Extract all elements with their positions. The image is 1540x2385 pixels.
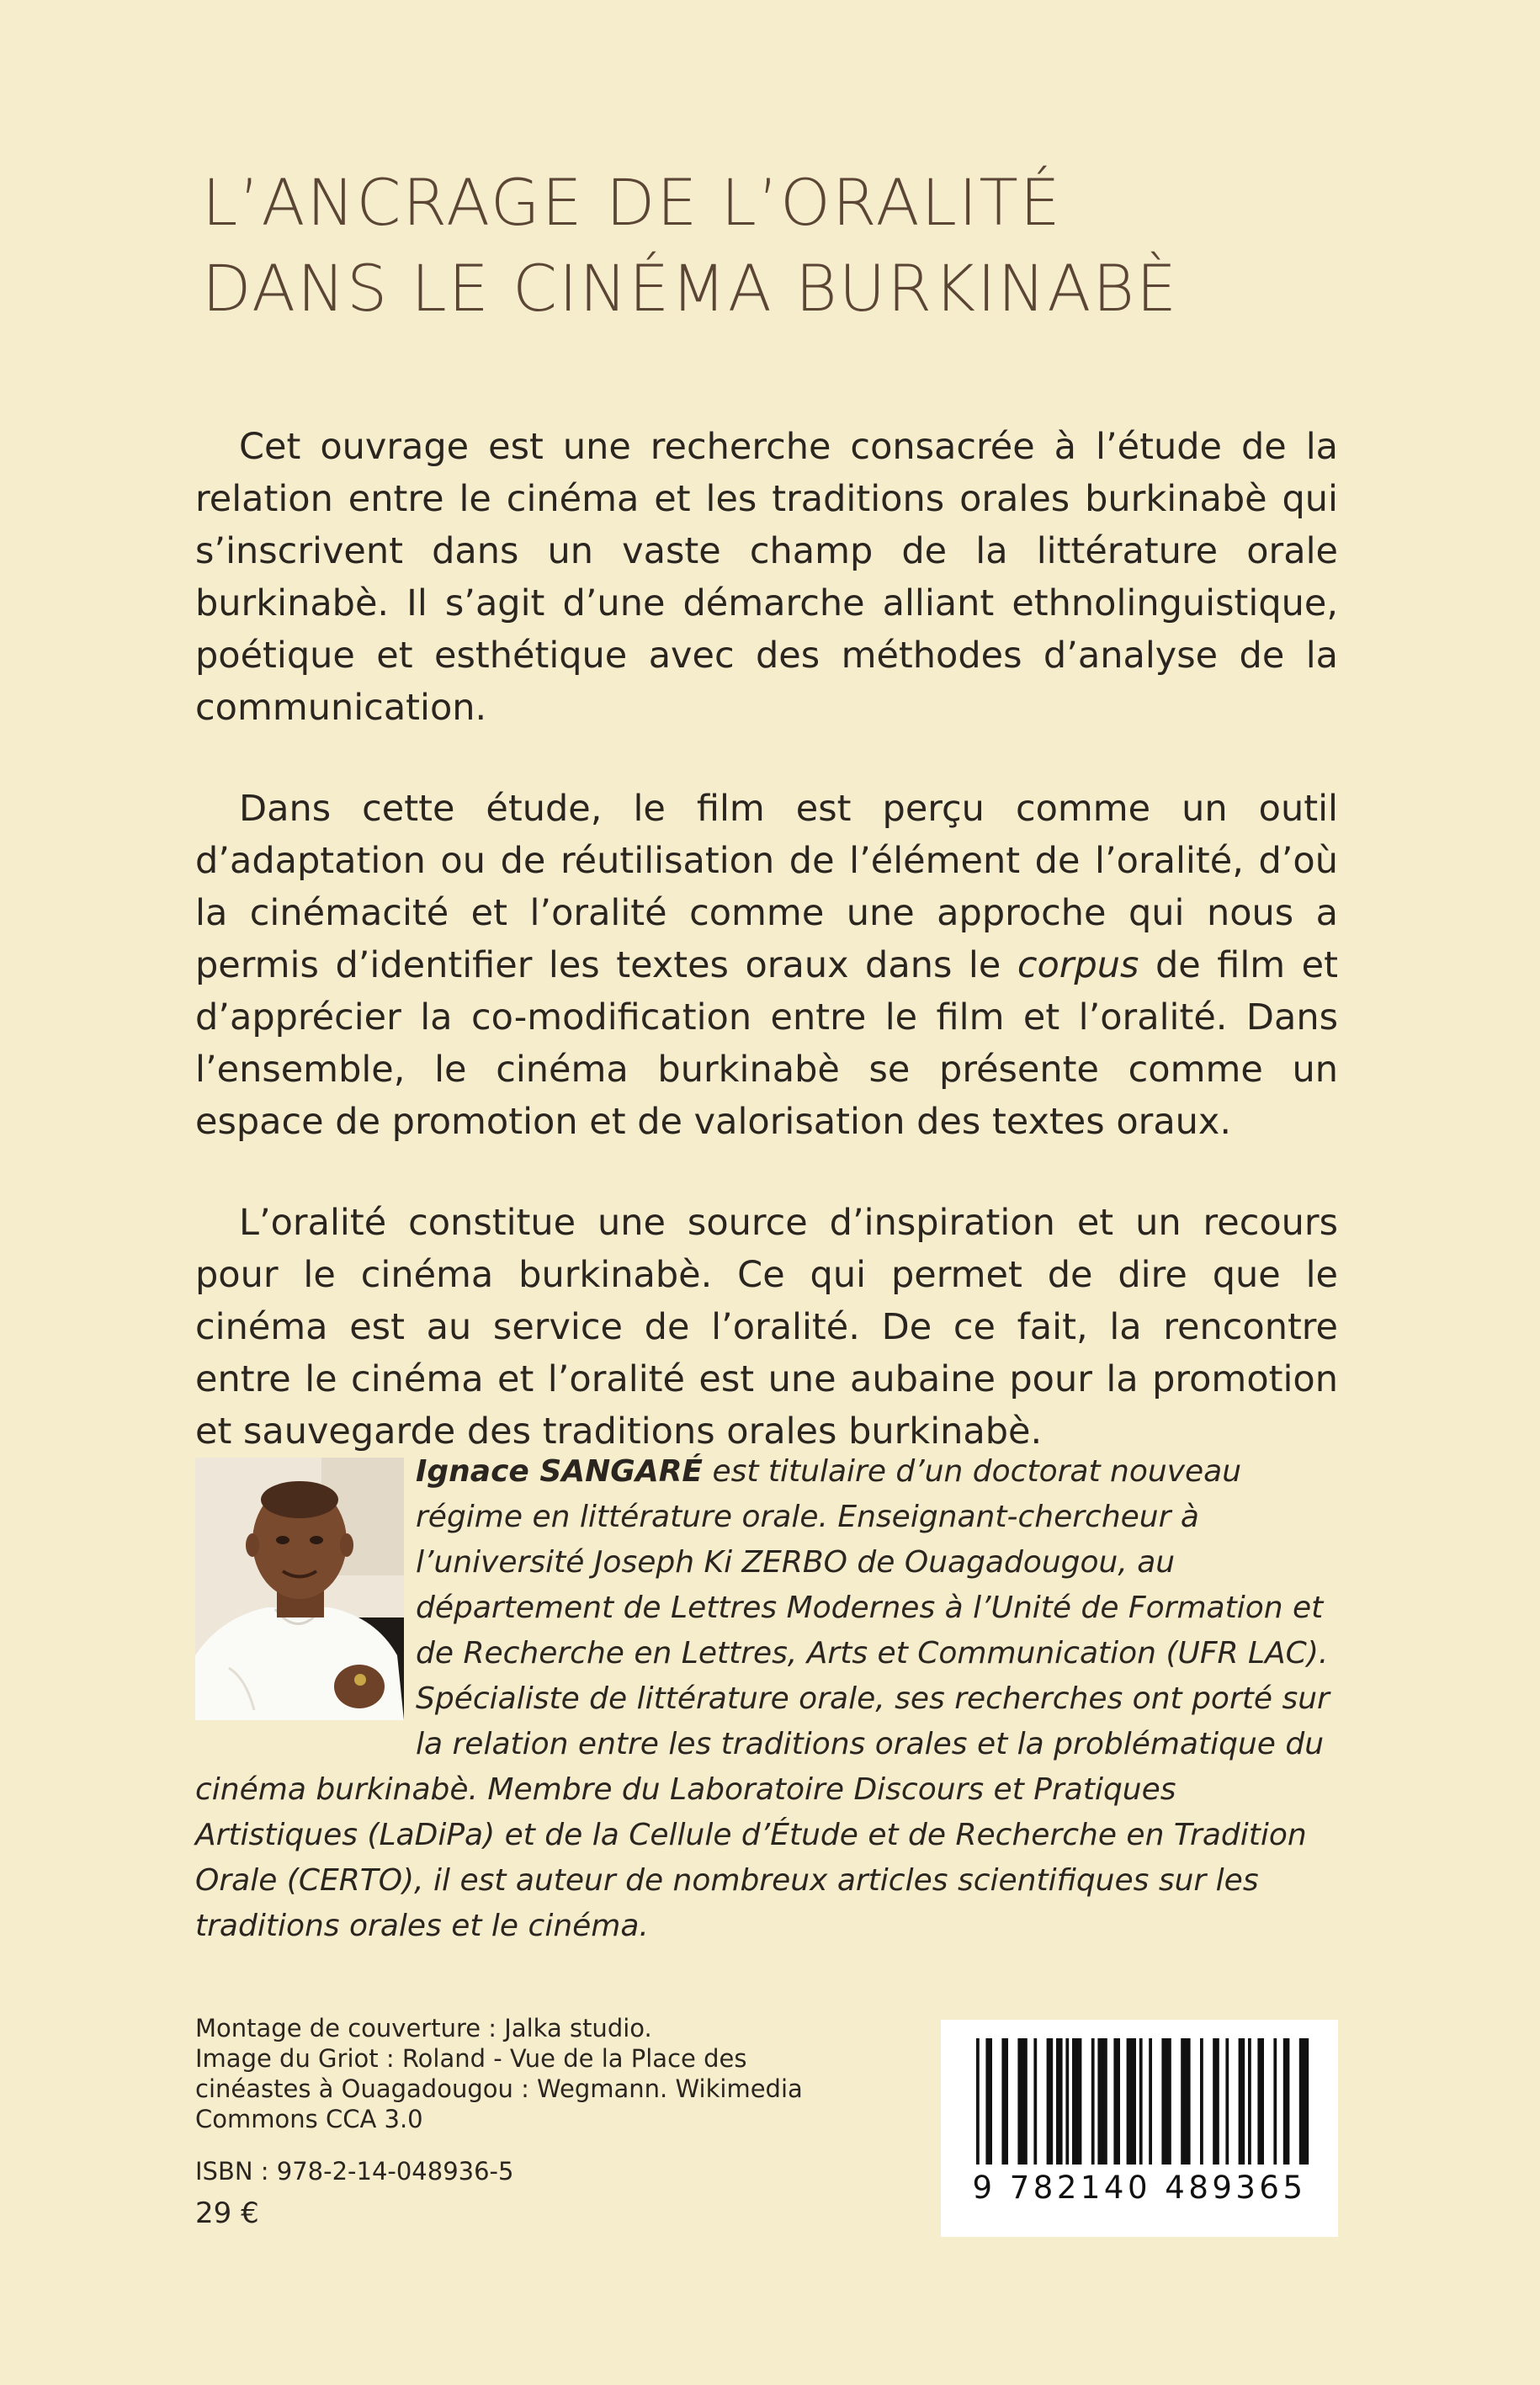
barcode-bar [1033,2038,1037,2165]
barcode-bars [941,2020,1338,2171]
barcode-bar [1257,2038,1264,2165]
summary-paragraph-2-part-2: de film et d’apprécier la co-modification entre le film et l’oralité. Dans l’ensemble, le cinéma burkinabè se présente comme un espace de promotion et de valorisation des textes oraux. [195,944,1338,1143]
barcode-bar [1299,2038,1309,2165]
barcode-bar [976,2038,980,2165]
book-title-line-2: DANS LE CINÉMA BURKINABÈ [202,251,1179,326]
barcode-bar [1001,2038,1008,2165]
credits-line-3: cinéastes à Ouagadougou : Wegmann. Wikimedia [195,2074,803,2103]
barcode-bar [1273,2038,1277,2165]
book-summary [195,421,1338,1506]
barcode-bar [985,2038,992,2165]
credits-line-4: Commons CCA 3.0 [195,2105,423,2133]
isbn-number: ISBN : 978-2-14-048936-5 [195,2157,514,2186]
barcode-bar [1149,2038,1152,2165]
summary-paragraph-2 [195,783,1338,1148]
author-name: Ignace SANGARÉ [416,1454,704,1489]
barcode-bar [1072,2038,1081,2165]
credits-line-1: Montage de couverture : Jalka studio. [195,2014,652,2042]
price: 29 € [195,2196,259,2230]
summary-paragraph-3: L’oralité constitue une source d’inspiration et un recours pour le cinéma burkinabè. Ce qui permet de dire que le cinéma est au service de l’oralité. De ce fait, la rencontre entre le cinéma et l’oralité est une aubaine pour la promotion et sauvegarde des traditions orales burkinabè. [195,1202,1338,1453]
barcode-bar [1097,2038,1107,2165]
barcode [941,2020,1338,2237]
barcode-bar [1113,2038,1120,2165]
barcode-bar [1091,2038,1095,2165]
cover-credits [195,2013,801,2134]
summary-paragraph-2-part-1: Dans cette étude, le film est perçu comme un outil d’adaptation ou de réutilisation de l’élément de l’oralité, d’où la cinémacité et l’oralité comme une approche qui nous a permis d’identifier les textes oraux dans le [195,788,1338,986]
barcode-bar [1065,2038,1069,2165]
barcode-bar [1248,2038,1251,2165]
summary-paragraph-1: Cet ouvrage est une recherche consacrée à l’étude de la relation entre le cinéma et les traditions orales burkinabè qui s’inscrivent dans un vaste champ de la littérature orale burkinabè. Il s’agit d’une démarche alliant ethnolinguistique, poétique et esthétique avec des méthodes d’analyse de la communication. [195,426,1338,729]
barcode-bar [1239,2038,1245,2165]
barcode-bar [1127,2038,1136,2165]
barcode-bar [1283,2038,1290,2165]
summary-corpus-italic: corpus [1017,944,1139,986]
barcode-bar [1200,2038,1203,2165]
barcode-bar [1139,2038,1143,2165]
barcode-digits: 9 782140 489365 [972,2170,1307,2206]
barcode-bar [1056,2038,1063,2165]
author-biography [195,1449,1338,1949]
barcode-bar [1047,2038,1054,2165]
barcode-bar [1225,2038,1229,2165]
photo-spacer [195,1449,416,1723]
barcode-bar [1017,2038,1027,2165]
barcode-bar [1181,2038,1190,2165]
book-title-line-1: L’ANCRAGE DE L’ORALITÉ [202,165,1062,240]
credits-line-2: Image du Griot : Roland - Vue de la Place des [195,2044,747,2073]
barcode-bar [1161,2038,1171,2165]
book-title [202,160,1363,332]
barcode-bar [1213,2038,1219,2165]
author-bio-text: est titulaire d’un doctorat nouveau régime en littérature orale. Enseignant-chercheur à l’université Joseph Ki ZERBO de Ouagadougou, au département de Lettres Modernes à l’Unité de Formation et de Recherche en Lettres, Arts et Communication (UFR LAC). Spécialiste de littérature orale, ses recherches ont porté sur la relation entre les traditions orales et la problématique du cinéma burkinabè. Membre du Laboratoire Discours et Pratiques Artistiques (LaDiPa) et de la Cellule d’Étude et de Recherche en Tradition Orale (CERTO), il est auteur de nombreux articles scientifiques sur les traditions orales et le cinéma. [195,1454,1330,1943]
